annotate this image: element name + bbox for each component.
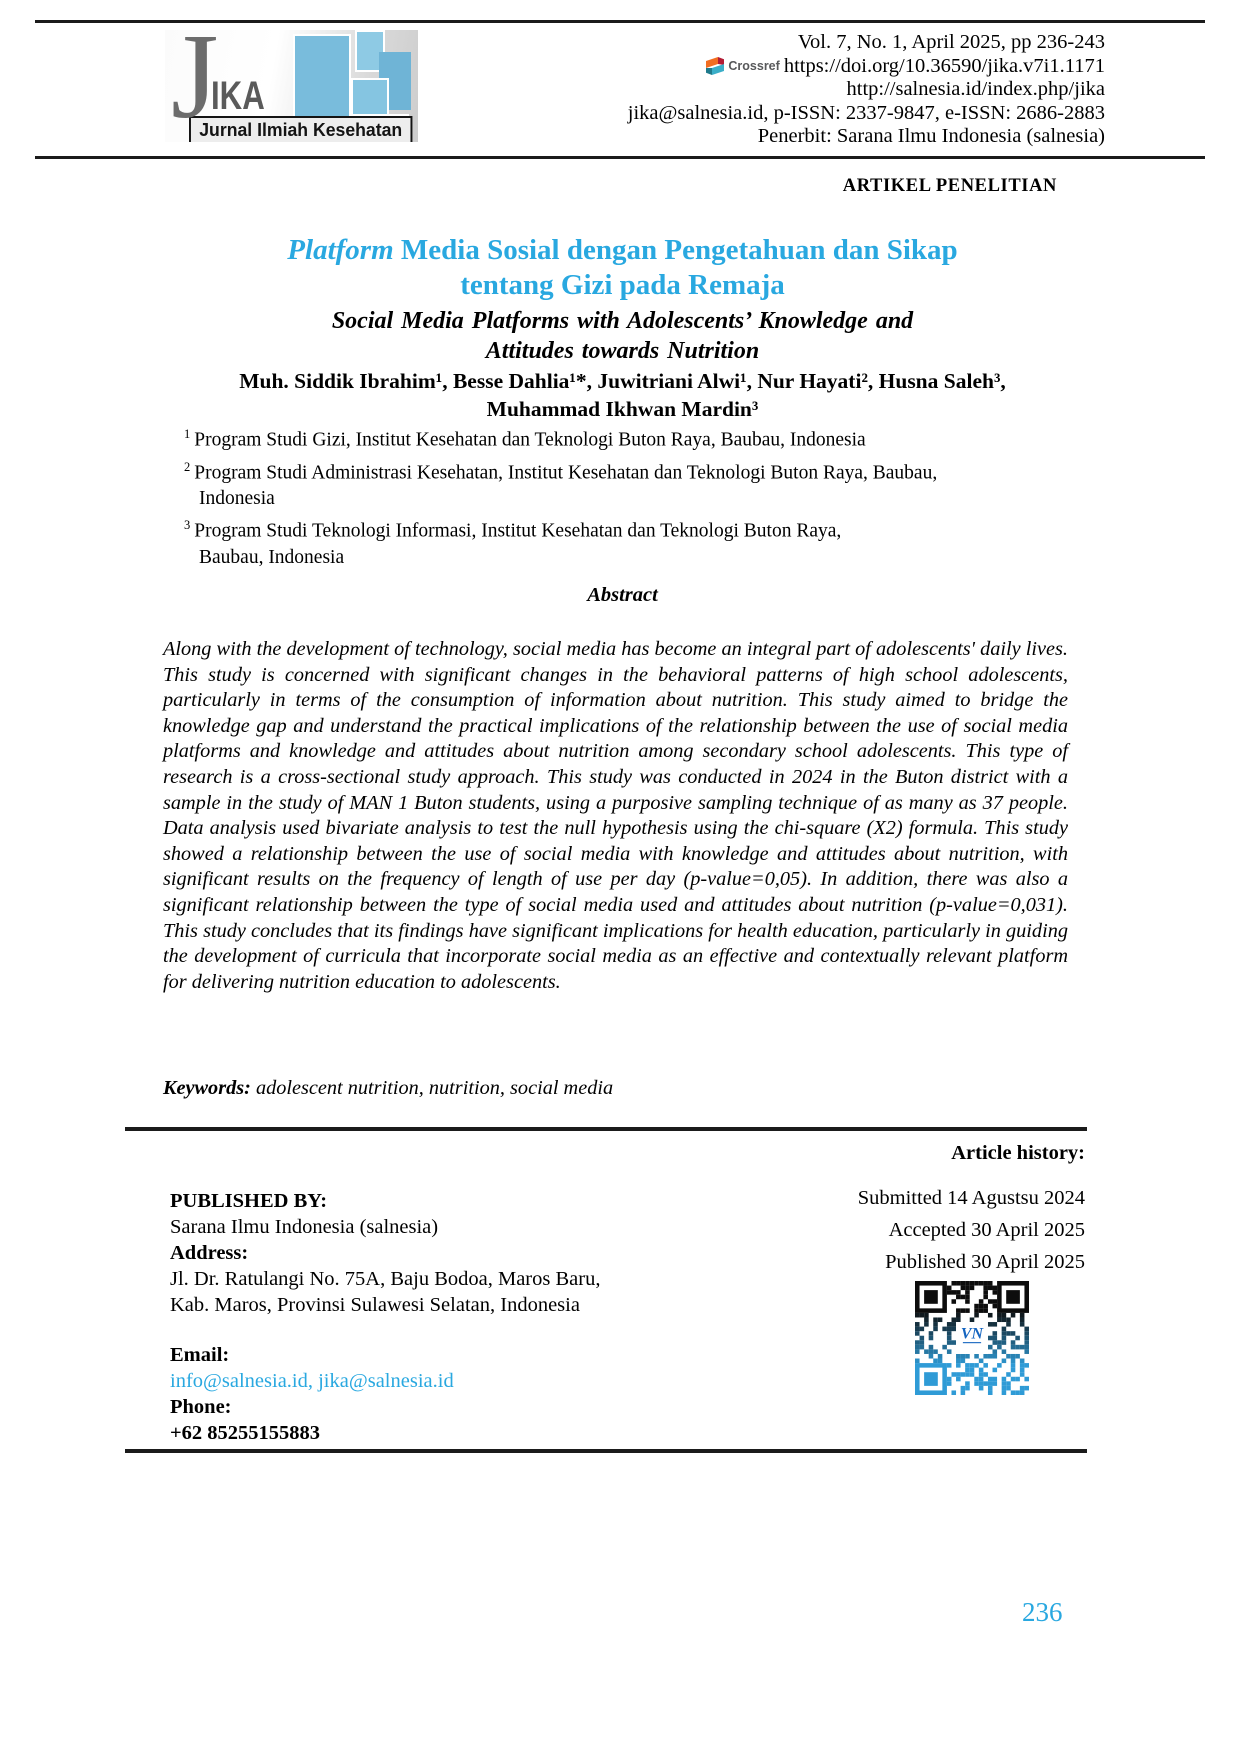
address-line1: Jl. Dr. Ratulangi No. 75A, Baju Bodoa, Maros Baru,: [170, 1268, 601, 1290]
doi-line: [628, 55, 1105, 79]
abstract-heading: Abstract: [587, 584, 658, 606]
logo-decoration-rect: [293, 34, 351, 118]
phone-number: +62 85255155883: [170, 1422, 321, 1444]
affiliation-3-number: 3: [184, 518, 191, 532]
keywords-line: [163, 1077, 613, 1100]
contact-issn-line: jika@salnesia.id, p-ISSN: 2337-9847, e-ISSN: 2686-2883: [627, 101, 1105, 124]
affiliation-2-text: Program Studi Administrasi Kesehatan, Institut Kesehatan dan Teknologi Buton Raya, Baubau,: [194, 462, 938, 483]
footer-top-rule: [125, 1127, 1087, 1131]
affiliation-1-text: Program Studi Gizi, Institut Kesehatan dan Teknologi Buton Raya, Baubau, Indonesia: [194, 429, 866, 451]
authors-line2: Muhammad Ikhwan Mardin³: [486, 396, 759, 421]
crossref-logo: [705, 55, 779, 79]
article-type-label: ARTIKEL PENELITIAN: [842, 176, 1057, 196]
logo-subtitle: Jurnal Ilmiah Kesehatan: [189, 116, 412, 142]
svg-text:VN: VN: [960, 1325, 984, 1343]
title-line1-rest: Media Sosial dengan Pengetahuan dan Sikap: [393, 234, 958, 266]
address-line2: Kab. Maros, Provinsi Sulawesi Selatan, Indonesia: [170, 1294, 580, 1316]
volume-issue-line: Vol. 7, No. 1, April 2025, pp 236-243: [797, 31, 1105, 53]
affiliation-3: [184, 512, 937, 571]
published-by-label: PUBLISHED BY:: [170, 1190, 328, 1212]
abstract-text: Along with the development of technology, social media has become an integral part of adolescents' daily lives. This study is concerned with significant changes in the behavioral patterns of high school adolescents, particularly in terms of the consumption of information about nutrition. This study aimed to bridge the knowledge gap and understand the practical implications of the relationship between the use of social media platforms and knowledge and attitudes about nutrition among secondary school adolescents. This type of research is a cross-sectional study approach. This study was conducted in 2024 in the Buton district with a sample in the study of MAN 1 Buton students, using a purposive sampling technique of as many as 37 people. Data analysis used bivariate analysis to test the null hypothesis using the chi-square (X2) formula. This study showed a relationship between the use of social media with knowledge and attitudes about nutrition, with significant results on the frequency of length of use per day (p-value=0,05). In addition, there was also a significant relationship between the type of social media used and attitudes about nutrition (p-value=0,031). This study concludes that its findings have significant implications for health education, particularly in guiding the development of curricula that incorporate social media as an effective and contextually relevant platform for delivering nutrition education to adolescents.: [163, 638, 1068, 993]
article-history-dates: [858, 1182, 1085, 1278]
doi-link[interactable]: https://doi.org/10.36590/jika.v7i1.1171: [783, 54, 1105, 77]
affiliation-2: [184, 454, 937, 513]
logo-letters-ika: IKA: [211, 74, 265, 118]
affiliation-1: [184, 421, 937, 454]
author-list: [140, 368, 1105, 423]
publisher-block: [170, 1188, 600, 1446]
crossref-icon: [705, 57, 725, 75]
logo-letter-j: J: [171, 30, 219, 142]
article-title-english: [140, 306, 1105, 366]
keywords-label: Keywords:: [163, 1077, 251, 1099]
publisher-name: Sarana Ilmu Indonesia (salnesia): [170, 1216, 439, 1238]
publisher-line: Penerbit: Sarana Ilmu Indonesia (salnesia): [757, 125, 1105, 148]
submitted-date: Submitted 14 Agustsu 2024: [857, 1187, 1085, 1209]
title-line2: tentang Gizi pada Remaja: [460, 269, 785, 301]
accepted-date: Accepted 30 April 2025: [888, 1219, 1085, 1241]
phone-label: Phone:: [170, 1396, 232, 1418]
article-history-heading: Article history:: [951, 1142, 1085, 1164]
crossref-label: Crossref: [728, 58, 780, 73]
affiliation-2-text-cont: Indonesia: [199, 488, 275, 509]
logo-decoration-rect: [351, 78, 389, 116]
title-italic-word: Platform: [287, 234, 394, 266]
authors-line1: Muh. Siddik Ibrahim¹, Besse Dahlia¹*, Juwitriani Alwi¹, Nur Hayati², Husna Saleh³,: [239, 369, 1006, 393]
address-label: Address:: [170, 1242, 249, 1264]
title-block: [140, 233, 1105, 423]
affiliation-3-text-cont: Baubau, Indonesia: [199, 546, 345, 568]
published-date: Published 30 April 2025: [885, 1251, 1085, 1273]
top-rule: [35, 20, 1205, 23]
title-en-line2: Attitudes towards Nutrition: [485, 338, 760, 364]
header-bottom-rule: [35, 156, 1205, 159]
email-links[interactable]: info@salnesia.id, jika@salnesia.id: [170, 1370, 454, 1392]
journal-logo: [165, 30, 418, 142]
affiliation-1-number: 1: [184, 427, 191, 441]
journal-url-link[interactable]: http://salnesia.id/index.php/jika: [846, 78, 1105, 101]
title-en-line1: Social Media Platforms with Adolescents’ Knowledge and: [331, 308, 914, 334]
affiliation-3-text: Program Studi Teknologi Informasi, Institut Kesehatan dan Teknologi Buton Raya,: [194, 520, 842, 542]
qr-code: [915, 1281, 1031, 1395]
footer-bottom-rule: [125, 1449, 1087, 1453]
article-title-indonesian: [140, 233, 1105, 303]
page-number: 236: [1022, 1597, 1063, 1627]
keywords-text: adolescent nutrition, nutrition, social media: [250, 1077, 614, 1099]
email-label: Email:: [170, 1344, 230, 1366]
journal-header-info: [628, 31, 1105, 149]
affiliation-2-number: 2: [184, 459, 191, 474]
affiliations: [184, 421, 937, 571]
